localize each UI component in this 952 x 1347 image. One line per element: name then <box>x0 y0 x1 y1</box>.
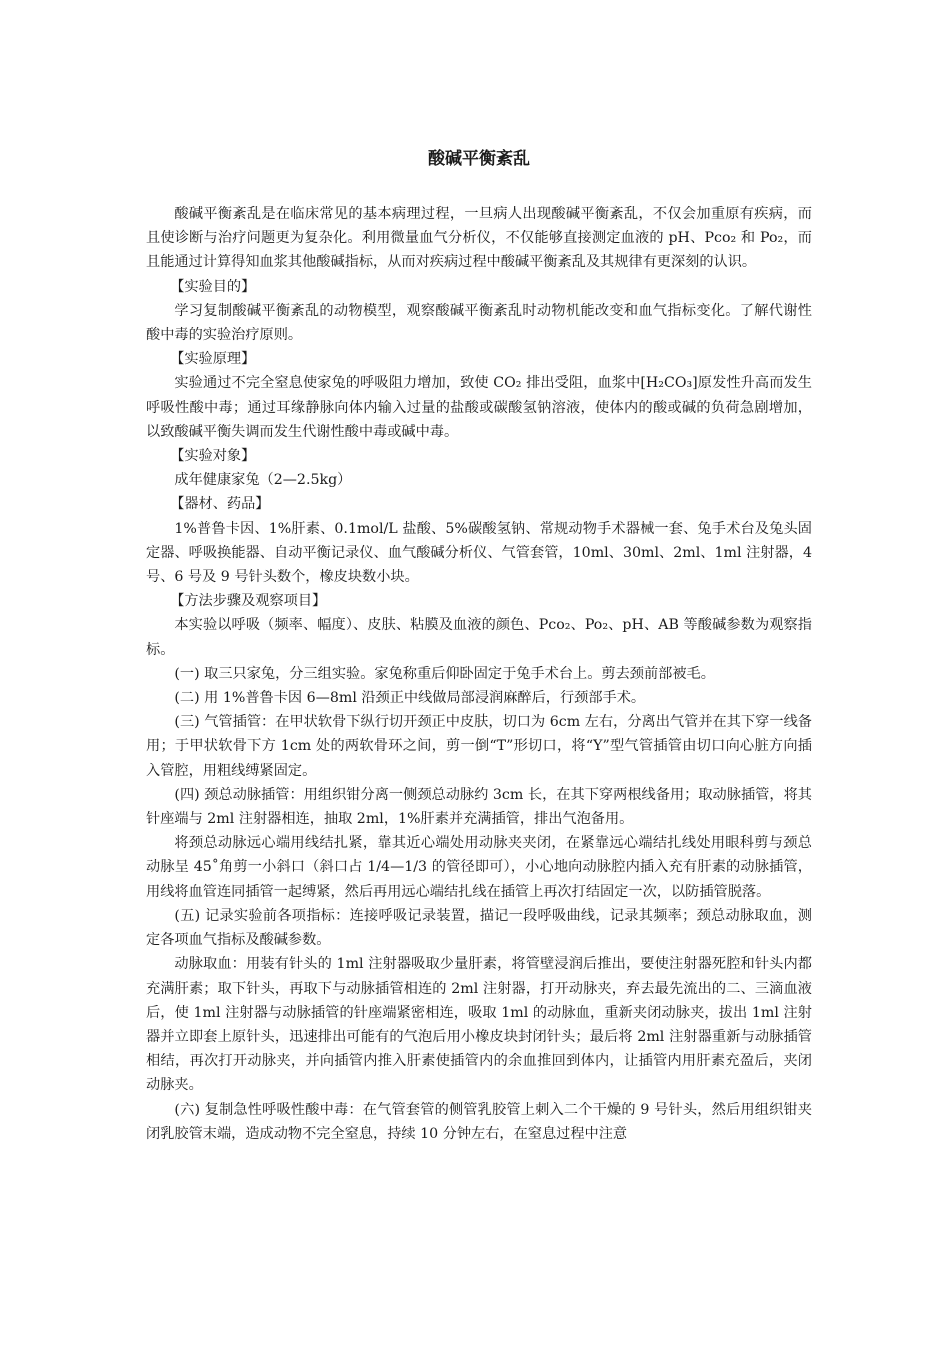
section-heading-purpose: 【实验目的】 <box>170 278 256 295</box>
section-heading-principle: 【实验原理】 <box>170 351 256 368</box>
subject-paragraph: 成年健康家兔（2—2.5kg） <box>174 472 352 489</box>
section-heading-methods: 【方法步骤及观察项目】 <box>170 593 327 610</box>
section-heading-materials: 【器材、药品】 <box>170 496 270 513</box>
section-heading-subject: 【实验对象】 <box>170 448 256 465</box>
step-4-paragraph: (四) 颈总动脉插管：用组织钳分离一侧颈总动脉约 3cm 长，在其下穿两根线备用；取动脉插管，将其针座端与 2ml 注射器相连，抽取 2ml，1%肝素并充满插管，排出气泡备用。 <box>146 786 812 828</box>
step-6-paragraph: (六) 复制急性呼吸性酸中毒：在气管套管的侧管乳胶管上刺入二个干燥的 9 号针头，然后用组织钳夹闭乳胶管末端，造成动物不完全窒息，持续 10 分钟左右，在窒息过程中注意 <box>146 1101 812 1142</box>
document-title: 酸碱平衡紊乱 <box>428 149 530 169</box>
intro-paragraph: 酸碱平衡紊乱是在临床常见的基本病理过程，一旦病人出现酸碱平衡紊乱，不仅会加重原有疾病，而且使诊断与治疗问题更为复杂化。利用微量血气分析仪，不仅能够直接测定血液的 pH、Pco₂ 和 Po₂，而且能通过计算得知血浆其他酸碱指标，从而对疾病过程中酸碱平衡紊乱及其规律有更深刻的认识。 <box>146 206 812 271</box>
step-4-continued-paragraph: 将颈总动脉远心端用线结扎紧，靠其近心端处用动脉夹夹闭，在紧靠远心端结扎线处用眼科剪与颈总动脉呈 45˚角剪一小斜口（斜口占 1/4—1/3 的管径即可），小心地向动脉腔内插入充有肝素的动脉插管，用线将血管连同插管一起缚紧，然后再用远心端结扎线在插管上再次打结固定一次，以防插管脱落。 <box>146 835 812 900</box>
methods-intro-paragraph: 本实验以呼吸（频率、幅度）、皮肤、粘膜及血液的颜色、Pco₂、Po₂、pH、AB 等酸碱参数为观察指标。 <box>146 617 812 658</box>
blood-sampling-paragraph: 动脉取血：用装有针头的 1ml 注射器吸取少量肝素，将管壁浸润后推出，要使注射器死腔和针头内都充满肝素；取下针头，再取下与动脉插管相连的 2ml 注射器，打开动脉夹，弃去最先流出的二、三滴血液后，使 1ml 注射器与动脉插管的针座端紧密相连，吸取 1ml 的动脉血，重新夹闭动脉夹，拔出 1ml 注射器并立即套上原针头，迅速排出可能有的气泡后用小橡皮块封闭针头；最后将 2ml 注射器重新与动脉插管相结，再次打开动脉夹，并向插管内推入肝素使插管内的余血推回到体内，让插管内用肝素充盈后，夹闭动脉夹。 <box>146 956 812 1094</box>
principle-paragraph: 实验通过不完全窒息使家兔的呼吸阻力增加，致使 CO₂ 排出受阻，血浆中[H₂CO₃]原发性升高而发生呼吸性酸中毒；通过耳缘静脉向体内输入过量的盐酸或碳酸氢钠溶液，使体内的酸或碱的负荷急剧增加，以致酸碱平衡失调而发生代谢性酸中毒或碱中毒。 <box>146 375 812 440</box>
document-page <box>146 146 812 1146</box>
materials-paragraph: 1%普鲁卡因、1%肝素、0.1mol/L 盐酸、5%碳酸氢钠、常规动物手术器械一套、兔手术台及兔头固定器、呼吸换能器、自动平衡记录仪、血气酸碱分析仪、气管套管，10ml、30ml、2ml、1ml 注射器，4 号、6 号及 9 号针头数个，橡皮块数小块。 <box>146 520 812 586</box>
purpose-paragraph: 学习复制酸碱平衡紊乱的动物模型，观察酸碱平衡紊乱时动物机能改变和血气指标变化。了解代谢性酸中毒的实验治疗原则。 <box>146 302 812 344</box>
step-3-paragraph: (三) 气管插管：在甲状软骨下纵行切开颈正中皮肤，切口为 6cm 左右，分离出气管并在其下穿一线备用；于甲状软骨下方 1cm 处的两软骨环之间，剪一倒“T”形切口，将“Y”型气管插管由切口向心脏方向插入管腔，用粗线缚紧固定。 <box>146 714 812 779</box>
step-5-paragraph: (五) 记录实验前各项指标：连接呼吸记录装置，描记一段呼吸曲线，记录其频率；颈总动脉取血，测定各项血气指标及酸碱参数。 <box>146 907 812 949</box>
step-1-paragraph: (一) 取三只家兔，分三组实验。家兔称重后仰卧固定于兔手术台上。剪去颈前部被毛。 <box>174 665 715 682</box>
step-2-paragraph: (二) 用 1%普鲁卡因 6—8ml 沿颈正中线做局部浸润麻醉后，行颈部手术。 <box>174 690 646 707</box>
